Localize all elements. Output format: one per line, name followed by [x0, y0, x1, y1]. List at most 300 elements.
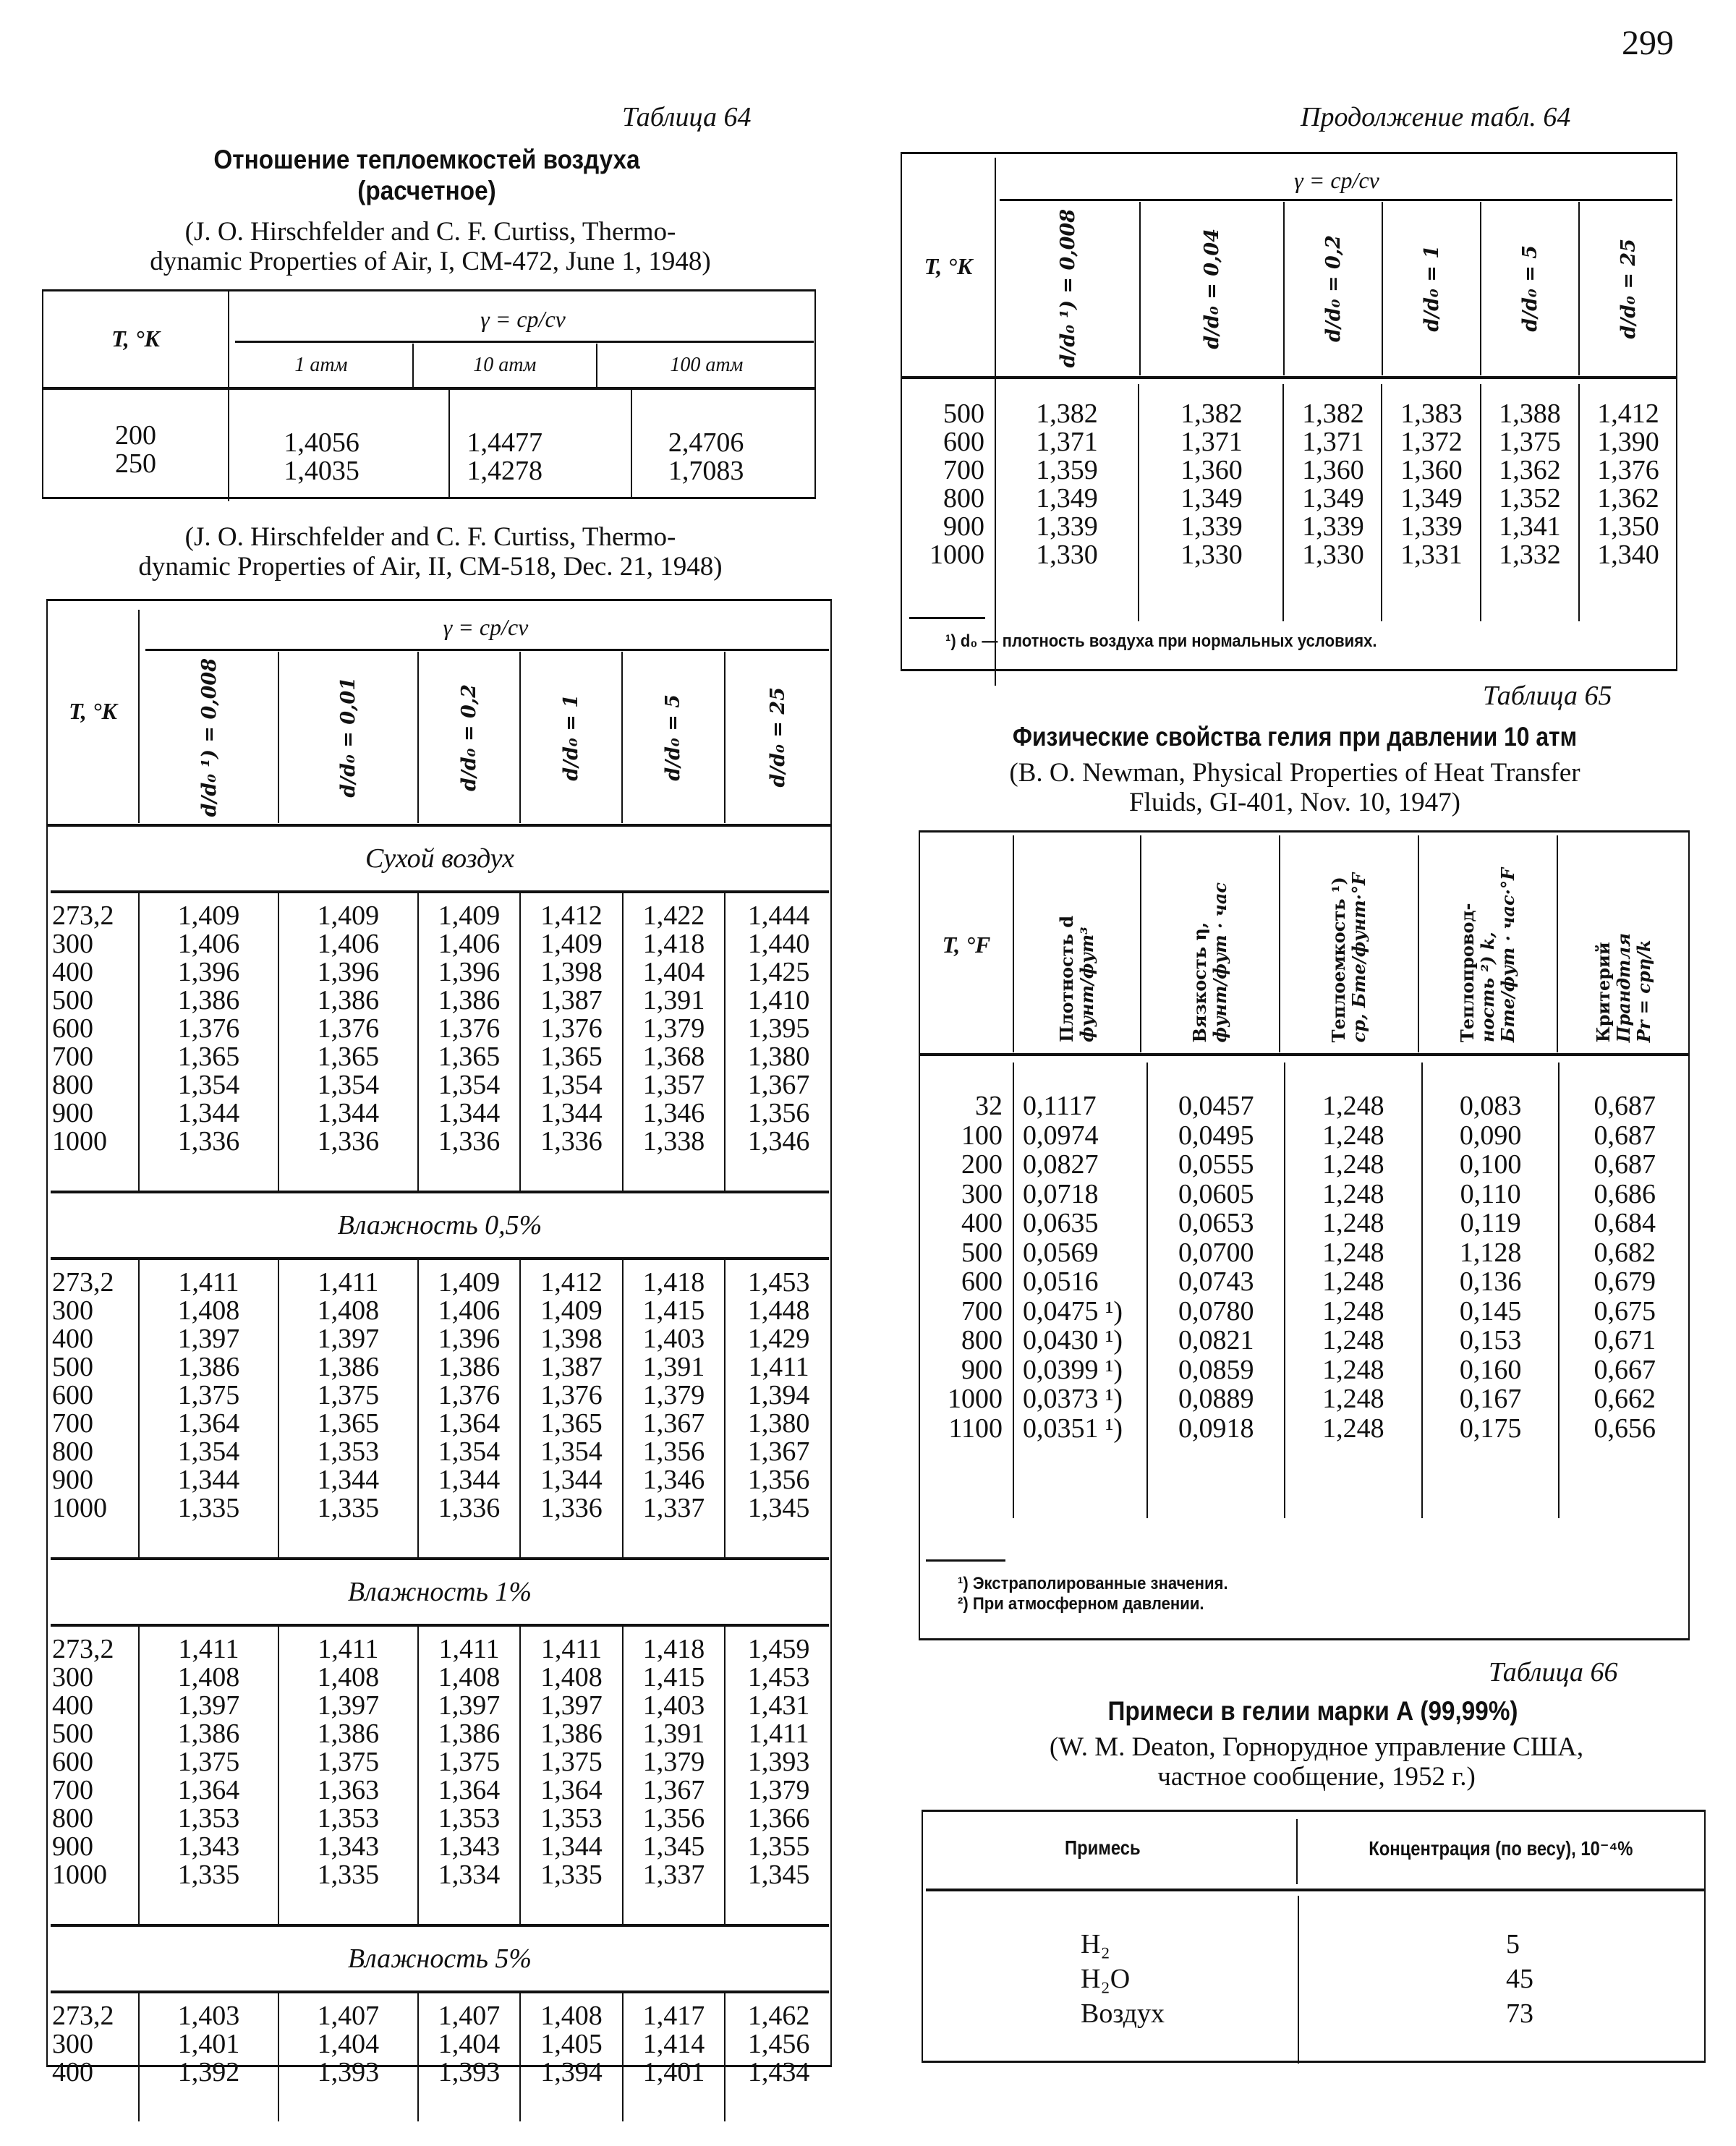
- footnote: ²) При атмосферном давлении.: [958, 1594, 1204, 1614]
- table-cell: 1,444: [747, 900, 810, 931]
- table64-source2: [36, 522, 825, 582]
- table-cell: 1,248: [1322, 1178, 1384, 1209]
- table-cell: 800: [943, 483, 984, 514]
- table-cell: 1,248: [1322, 1149, 1384, 1180]
- table-cell: 0,0430 ¹): [1023, 1325, 1123, 1355]
- table-cell: 0,0889: [1178, 1384, 1254, 1414]
- table-cell: 1,367: [642, 1775, 705, 1805]
- table-cell: 0,083: [1459, 1091, 1522, 1121]
- impurity-concentration: 73: [1506, 1998, 1533, 2029]
- table-cell: 0,160: [1459, 1354, 1522, 1385]
- table-cell: 1,371: [1302, 427, 1364, 457]
- col-header-density-2: d/d₀ = 0,2: [458, 684, 481, 791]
- table-cell: 1,344: [177, 1098, 240, 1128]
- table-cell: 1,4278: [467, 456, 542, 486]
- col-header-line: Pr = cpη/k: [1633, 940, 1655, 1042]
- table-cell: 1,354: [540, 1436, 603, 1467]
- table66-title: Примеси в гелии марки А (99,99%): [1107, 1696, 1518, 1726]
- table-cell: 1,364: [177, 1775, 240, 1805]
- table-cell: 1,395: [747, 1013, 810, 1044]
- table-cell: 300: [52, 929, 93, 959]
- table-cell: 1,356: [747, 1098, 810, 1128]
- table-cell: 1,422: [642, 900, 705, 931]
- table-cell: 0,0635: [1023, 1208, 1099, 1238]
- section-title: Сухой воздух: [365, 843, 514, 874]
- table64-source1-line2: dynamic Properties of Air, I, CM-472, June 1, 1948): [150, 247, 711, 277]
- table-cell: 1,407: [317, 2001, 380, 2031]
- table-cell: 1,349: [1180, 483, 1243, 514]
- table64-continuation: [901, 152, 1677, 671]
- table-cell: 1,349: [1036, 483, 1098, 514]
- impurity-concentration: 45: [1506, 1964, 1533, 1994]
- table-cell: 0,679: [1594, 1266, 1656, 1297]
- table-cell: 1,453: [747, 1662, 810, 1692]
- table-cell: 1,354: [177, 1436, 240, 1467]
- table-cell: 1,411: [748, 1352, 809, 1382]
- table-cell: 1,367: [642, 1408, 705, 1439]
- table65-source-line2: Fluids, GI-401, Nov. 10, 1947): [1128, 788, 1461, 818]
- table64-title: [82, 145, 772, 206]
- table-cell: 1,248: [1322, 1413, 1384, 1444]
- table-cell: 1,397: [540, 1690, 603, 1721]
- table-cell: 1,376: [540, 1380, 603, 1410]
- table-cell: 1,405: [540, 2029, 603, 2059]
- table-cell: 1,418: [642, 929, 705, 959]
- table-cell: 400: [961, 1208, 1003, 1238]
- col-header-gamma: γ = cp/cv: [1294, 166, 1379, 193]
- impurity-concentration: 5: [1506, 1929, 1520, 1959]
- table-cell: 0,0605: [1178, 1178, 1254, 1209]
- table-cell: 1,334: [438, 1860, 501, 1890]
- table-cell: 1,367: [747, 1070, 810, 1100]
- table-cell: 1,336: [438, 1493, 501, 1523]
- table-cell: 1,344: [177, 1465, 240, 1495]
- table-cell: 1,248: [1322, 1266, 1384, 1297]
- table-cell: 1,352: [1499, 483, 1561, 514]
- table-cell: 1,403: [177, 2001, 240, 2031]
- table-cell: 1,344: [438, 1098, 501, 1128]
- col-header-line: Бте/фут · час·°F: [1497, 867, 1519, 1042]
- table-cell: 1,344: [540, 1465, 603, 1495]
- table-cell: 1,408: [540, 1662, 603, 1692]
- table-cell: 0,0700: [1178, 1237, 1254, 1268]
- table-cell: 1,331: [1400, 540, 1463, 570]
- table-cell: 1,397: [317, 1324, 380, 1354]
- table-cell: 1,248: [1322, 1091, 1384, 1121]
- col-header-density-1: d/d₀ = 0,04: [1201, 228, 1224, 349]
- table64-label: Таблица 64: [622, 102, 752, 132]
- table-cell: 1,365: [540, 1042, 603, 1072]
- col-header-density-5: d/d₀ = 25: [1617, 238, 1640, 339]
- table-cell: 0,0351 ¹): [1023, 1413, 1123, 1444]
- section-title: Влажность 0,5%: [337, 1210, 542, 1240]
- table-cell: 500: [52, 985, 93, 1015]
- table-row: [923, 1965, 1704, 2000]
- col-header-line: ность ²) k,: [1477, 932, 1499, 1042]
- table-cell: 400: [52, 1324, 93, 1354]
- col-header-property-1: [1190, 882, 1230, 1042]
- table-cell: 1,360: [1400, 455, 1463, 485]
- table-cell: 1,335: [177, 1860, 240, 1890]
- table-cell: 0,686: [1594, 1178, 1656, 1209]
- table-cell: 400: [52, 2057, 93, 2087]
- table-cell: 1,248: [1322, 1325, 1384, 1355]
- table-cell: 700: [961, 1295, 1003, 1327]
- table-cell: 1,391: [642, 985, 705, 1015]
- table-cell: 1,364: [438, 1408, 501, 1439]
- col-header-gamma: γ = cp/cv: [480, 305, 566, 332]
- table66-label: Таблица 66: [1489, 1657, 1618, 1687]
- table-cell: 0,175: [1459, 1413, 1522, 1444]
- table-cell: 1,363: [317, 1775, 380, 1805]
- col-header-density-0: d/d₀ ¹) = 0,008: [1057, 209, 1080, 368]
- table-cell: 1,336: [540, 1493, 603, 1523]
- table-cell: 1,353: [317, 1436, 380, 1467]
- table-cell: 1,408: [317, 1662, 380, 1692]
- table-cell: 0,100: [1459, 1149, 1522, 1180]
- col-header-property-4: [1594, 933, 1654, 1042]
- table-cell: 1,392: [177, 2057, 240, 2087]
- table-cell: 1,387: [540, 985, 603, 1015]
- table-cell: 1,382: [1180, 399, 1243, 429]
- table-cell: 300: [52, 1662, 93, 1692]
- table-cell: 1,343: [177, 1831, 240, 1862]
- table-cell: 0,671: [1594, 1325, 1656, 1355]
- col-header-line: Теплоемкость ¹): [1327, 876, 1349, 1042]
- table-cell: 1,4477: [467, 427, 542, 458]
- col-header-1atm: 1 атм: [294, 354, 348, 376]
- table-cell: 1,415: [642, 1662, 705, 1692]
- table-cell: 1,391: [642, 1352, 705, 1382]
- table-cell: 600: [52, 1380, 93, 1410]
- table-cell: 1,456: [747, 2029, 810, 2059]
- table-cell: 1,411: [178, 1267, 239, 1298]
- table-cell: 1,404: [642, 957, 705, 987]
- table-cell: 1,362: [1499, 455, 1561, 485]
- table-cell: 1,453: [747, 1267, 810, 1298]
- table-cell: 1,336: [177, 1126, 240, 1157]
- table-cell: 1,380: [747, 1408, 810, 1439]
- table-cell: 1,364: [540, 1775, 603, 1805]
- table-cell: 1,393: [317, 2057, 380, 2087]
- table-cell: 1,440: [747, 929, 810, 959]
- table-cell: 0,0859: [1178, 1354, 1254, 1385]
- table-cell: 1,383: [1400, 399, 1463, 429]
- table-cell: 1,386: [438, 1719, 501, 1749]
- table-cell: 0,0780: [1178, 1295, 1254, 1327]
- table-cell: 1,409: [177, 900, 240, 931]
- table-cell: 1,401: [642, 2057, 705, 2087]
- table-cell: 1,350: [1597, 511, 1659, 542]
- table66-source-line2: частное сообщение, 1952 г.): [1157, 1762, 1476, 1792]
- table-cell: 1,386: [438, 985, 501, 1015]
- table-cell: 0,667: [1594, 1354, 1656, 1385]
- table-cell: 1,375: [317, 1380, 380, 1410]
- table-cell: 1,356: [747, 1465, 810, 1495]
- table-cell: 1,380: [747, 1042, 810, 1072]
- table-cell: 1,388: [1499, 399, 1561, 429]
- table-cell: 1,353: [540, 1803, 603, 1834]
- table-cell: 1,393: [438, 2057, 501, 2087]
- table-cell: 1,344: [540, 1831, 603, 1862]
- table-cell: 1,411: [318, 1267, 379, 1298]
- table-cell: 1,364: [177, 1408, 240, 1439]
- table64-source1-line1: (J. O. Hirschfelder and C. F. Curtiss, Thermo-: [184, 217, 676, 247]
- table-cell: 1,397: [177, 1324, 240, 1354]
- table-cell: 1,379: [642, 1013, 705, 1044]
- table-cell: 1000: [52, 1126, 107, 1157]
- table-cell: 1,340: [1597, 540, 1659, 570]
- table-cell: 1,376: [317, 1013, 380, 1044]
- col-header-density-4: d/d₀ = 5: [1518, 245, 1541, 332]
- col-header-property-3: [1458, 868, 1518, 1042]
- table-cell: 300: [52, 2029, 93, 2059]
- table-cell: 1,353: [177, 1803, 240, 1834]
- table-cell: 1,386: [540, 1719, 603, 1749]
- table-cell: 0,0516: [1023, 1266, 1099, 1297]
- col-header-property-0: [1057, 916, 1097, 1042]
- table-cell: 1,379: [642, 1747, 705, 1777]
- table-cell: 1,337: [642, 1493, 705, 1523]
- table-cell: 900: [52, 1098, 93, 1128]
- table-cell: 1,375: [1499, 427, 1561, 457]
- table-cell: 1,339: [1302, 511, 1364, 542]
- table-cell: 1,339: [1036, 511, 1098, 542]
- table-cell: 600: [943, 427, 984, 457]
- table64-title-line1: Отношение теплоемкостей воздуха: [213, 145, 640, 174]
- impurity-name: Воздух: [1081, 1998, 1165, 2029]
- col-header-line: cp, Бте/фунт·°F: [1348, 872, 1369, 1042]
- table-cell: 1,403: [642, 1690, 705, 1721]
- table-cell: 1,448: [747, 1295, 810, 1326]
- table-cell: 1,248: [1322, 1354, 1384, 1385]
- table-cell: 500: [52, 1352, 93, 1382]
- table-cell: 1,345: [747, 1860, 810, 1890]
- table-cell: 1,336: [317, 1126, 380, 1157]
- table-cell: 1,365: [177, 1042, 240, 1072]
- table-cell: 0,110: [1460, 1178, 1521, 1209]
- table-cell: 0,684: [1594, 1208, 1656, 1238]
- table65-source-line1: (B. O. Newman, Physical Properties of Heat Transfer: [1009, 758, 1580, 788]
- table-cell: 1,408: [317, 1295, 380, 1326]
- table-cell: 1,412: [540, 1267, 603, 1298]
- table-cell: 1,393: [747, 1747, 810, 1777]
- col-header-line: Критерий: [1593, 942, 1614, 1042]
- table-cell: 1,353: [317, 1803, 380, 1834]
- col-header-100atm: 100 атм: [670, 354, 744, 376]
- table-cell: 1,429: [747, 1324, 810, 1354]
- table-cell: 600: [961, 1266, 1003, 1297]
- table-cell: 1,394: [747, 1380, 810, 1410]
- table-cell: 1,339: [1180, 511, 1243, 542]
- table-cell: 1,415: [642, 1295, 705, 1326]
- table-cell: 1,397: [438, 1690, 501, 1721]
- table-cell: 1,379: [747, 1775, 810, 1805]
- table-cell: 1,379: [642, 1380, 705, 1410]
- table-cell: 1,375: [177, 1747, 240, 1777]
- table-cell: 1,386: [177, 985, 240, 1015]
- col-header-line: Вязкость η,: [1188, 921, 1210, 1042]
- table-cell: 1,376: [540, 1013, 603, 1044]
- table-cell: 1,360: [1180, 455, 1243, 485]
- table65-title: Физические свойства гелия при давлении 10 атм: [1012, 722, 1578, 751]
- table-cell: 1,335: [317, 1860, 380, 1890]
- table-cell: 1,339: [1400, 511, 1463, 542]
- table-cell: 1,386: [317, 985, 380, 1015]
- table-cell: 500: [961, 1237, 1003, 1268]
- table-cell: 1,409: [540, 1295, 603, 1326]
- col-header-line: Прандтля: [1613, 932, 1635, 1042]
- table-cell: 1,368: [642, 1042, 705, 1072]
- impurity-name: H₂: [1081, 1929, 1110, 1959]
- table-cell: 250: [115, 448, 156, 479]
- table-cell: 1,372: [1400, 427, 1463, 457]
- table-cell: 32: [975, 1091, 1003, 1121]
- table-cell: 1,335: [177, 1493, 240, 1523]
- section-block: [48, 1260, 832, 1557]
- table-cell: 1,397: [177, 1690, 240, 1721]
- table-cell: 300: [961, 1178, 1003, 1209]
- table-cell: 1,248: [1322, 1295, 1384, 1327]
- table-cell: 1,382: [1302, 399, 1364, 429]
- table66-source: [929, 1732, 1703, 1792]
- table-cell: 1,356: [642, 1803, 705, 1834]
- table-cell: 1,406: [438, 929, 501, 959]
- table-cell: 273,2: [52, 900, 114, 931]
- table-cell: 1000: [929, 540, 984, 570]
- table-cell: 1,344: [317, 1098, 380, 1128]
- col-header-concentration: Концентрация (по весу), 10⁻⁴%: [1369, 1836, 1633, 1860]
- table-cell: 700: [52, 1042, 93, 1072]
- table-cell: 1,376: [177, 1013, 240, 1044]
- table-cell: 0,675: [1594, 1295, 1656, 1327]
- table-cell: 0,0495: [1178, 1120, 1254, 1151]
- table-cell: 1,375: [438, 1747, 501, 1777]
- table-cell: 1,345: [747, 1493, 810, 1523]
- table-cell: 1,387: [540, 1352, 603, 1382]
- table-cell: 1,354: [177, 1070, 240, 1100]
- table-cell: 1,359: [1036, 455, 1098, 485]
- table-cell: 0,0373 ¹): [1023, 1384, 1123, 1414]
- col-header-line: Теплопровод-: [1457, 903, 1478, 1042]
- table64-title-line2: (расчетное): [357, 175, 496, 205]
- col-header-impurity: Примесь: [1065, 1836, 1141, 1859]
- table-cell: 1,248: [1322, 1237, 1384, 1268]
- table-cell: 600: [52, 1013, 93, 1044]
- table64-part1: [42, 289, 816, 499]
- table-cell: 1,396: [438, 1324, 501, 1354]
- col-header-density-0: d/d₀ ¹) = 0,008: [197, 657, 221, 817]
- table-cell: 1,408: [438, 1662, 501, 1692]
- table-cell: 1,248: [1322, 1120, 1384, 1151]
- table-cell: 1,330: [1180, 540, 1243, 570]
- table-cell: 1,408: [540, 2001, 603, 2031]
- table65: [919, 830, 1690, 1640]
- table-cell: 1,394: [540, 2057, 603, 2087]
- table-cell: 1,364: [438, 1775, 501, 1805]
- table-cell: 1,382: [1036, 399, 1098, 429]
- table-cell: 0,1117: [1023, 1091, 1097, 1121]
- table-cell: 1,410: [747, 985, 810, 1015]
- table-cell: 1100: [948, 1413, 1003, 1444]
- col-header-gamma: γ = cp/cv: [443, 613, 529, 640]
- table-cell: 1,354: [540, 1070, 603, 1100]
- col-header-line: Плотность d: [1055, 916, 1077, 1042]
- table-cell: 1,404: [438, 2029, 501, 2059]
- table-cell: 1,414: [642, 2029, 705, 2059]
- table-cell: 0,687: [1594, 1149, 1656, 1180]
- table-cell: 1,375: [540, 1747, 603, 1777]
- section-block: [48, 1993, 832, 2121]
- table-cell: 1,403: [642, 1324, 705, 1354]
- table-cell: 700: [52, 1775, 93, 1805]
- table-cell: 1,386: [438, 1352, 501, 1382]
- table-cell: 0,167: [1459, 1384, 1522, 1414]
- table-cell: 300: [52, 1295, 93, 1326]
- table-cell: 1,376: [438, 1013, 501, 1044]
- table-cell: 1,391: [642, 1719, 705, 1749]
- table-cell: 1,248: [1322, 1208, 1384, 1238]
- table-cell: 1,354: [438, 1070, 501, 1100]
- col-header-10atm: 10 атм: [473, 354, 537, 376]
- table-cell: 1,338: [642, 1126, 705, 1157]
- impurity-name: H₂O: [1081, 1964, 1131, 1994]
- table-cell: 800: [52, 1803, 93, 1834]
- table-cell: 1,398: [540, 957, 603, 987]
- table-cell: 1,349: [1400, 483, 1463, 514]
- table-cell: 2,4706: [668, 427, 744, 458]
- table-cell: 1,365: [438, 1042, 501, 1072]
- table-cell: 1,355: [747, 1831, 810, 1862]
- table-row: [923, 2000, 1704, 2035]
- table-cell: 800: [52, 1436, 93, 1467]
- table-cell: 0,0743: [1178, 1266, 1254, 1297]
- table-cell: 1,330: [1302, 540, 1364, 570]
- table-cell: 1,396: [177, 957, 240, 987]
- table-cell: 1,4056: [284, 427, 359, 458]
- table-cell: 0,0569: [1023, 1237, 1099, 1268]
- table-cell: 1,412: [540, 900, 603, 931]
- table-cell: 1,344: [317, 1465, 380, 1495]
- col-header-line: фунт/фут · час: [1209, 882, 1230, 1042]
- table-cell: 1,407: [438, 2001, 501, 2031]
- table-cell: 1,409: [540, 929, 603, 959]
- table-cell: 200: [961, 1149, 1003, 1180]
- page-number: 299: [1622, 24, 1674, 62]
- table65-source: [901, 758, 1689, 818]
- table-cell: 0,119: [1460, 1208, 1521, 1238]
- table66: [922, 1810, 1706, 2063]
- table-cell: 1,248: [1322, 1384, 1384, 1414]
- table64-source2-line2: dynamic Properties of Air, II, CM-518, Dec. 21, 1948): [138, 552, 723, 582]
- table-cell: 900: [52, 1465, 93, 1495]
- table-cell: 1,367: [747, 1436, 810, 1467]
- table-cell: 900: [52, 1831, 93, 1862]
- table-cell: 0,0653: [1178, 1208, 1254, 1238]
- table-cell: 1,386: [317, 1719, 380, 1749]
- table-cell: 500: [52, 1719, 93, 1749]
- table-cell: 1,341: [1499, 511, 1561, 542]
- table-cell: 1,335: [317, 1493, 380, 1523]
- table-cell: 1,337: [642, 1860, 705, 1890]
- table-cell: 1,371: [1036, 427, 1098, 457]
- table64-part2: [46, 599, 832, 2087]
- table-cell: 0,0475 ¹): [1023, 1295, 1123, 1327]
- table-cell: 1,411: [748, 1719, 809, 1749]
- table-cell: 0,0974: [1023, 1120, 1099, 1151]
- table-cell: 1,408: [177, 1662, 240, 1692]
- table-cell: 1,356: [642, 1436, 705, 1467]
